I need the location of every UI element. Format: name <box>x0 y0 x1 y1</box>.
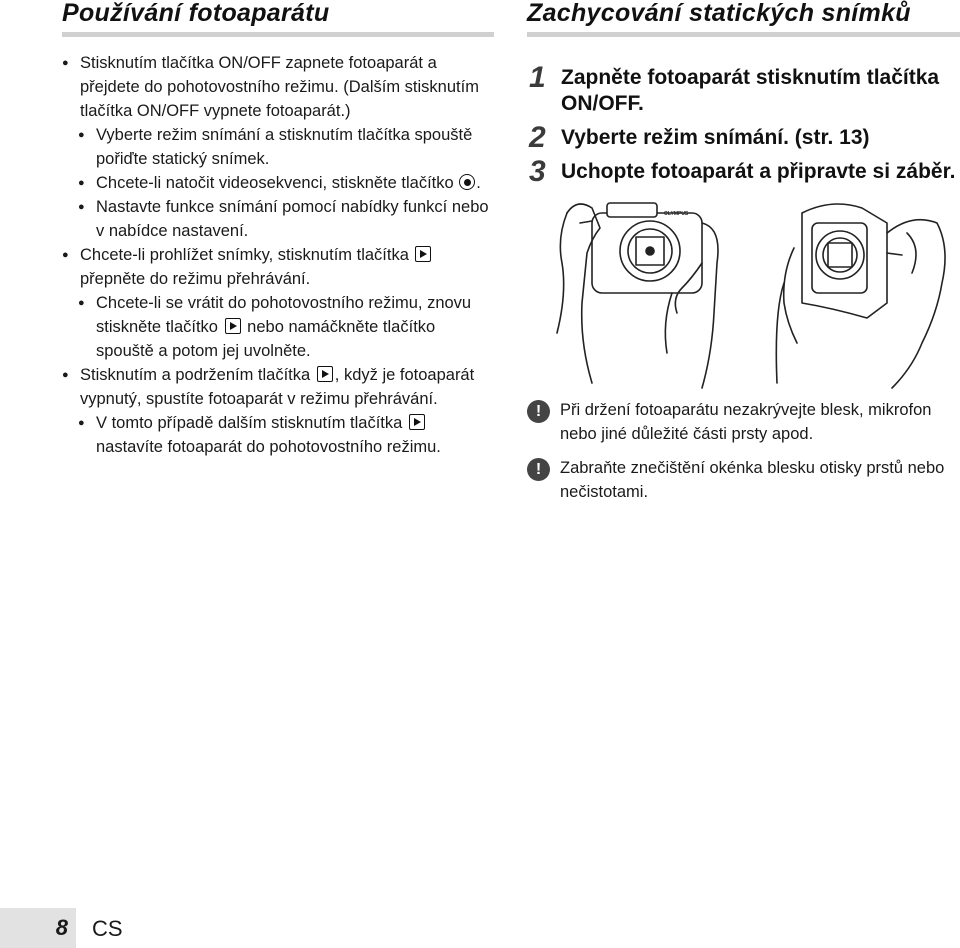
step-text: Vyberte režim snímání. (str. 13) <box>561 126 870 149</box>
bullet-dot-icon: ● <box>62 57 69 69</box>
bullet-item <box>78 291 496 363</box>
bullet-text-post: , když je fotoaparát vypnutý, spustíte fotoaparát v režimu přehrávání. <box>80 366 475 408</box>
playback-icon <box>415 246 431 262</box>
playback-icon <box>317 366 333 382</box>
bullet-item <box>62 363 496 411</box>
caution-note <box>527 456 960 504</box>
left-column <box>62 0 496 459</box>
camera-angled-illustration <box>772 193 952 393</box>
bullet-list <box>62 51 496 459</box>
bullet-dot-icon: ● <box>78 177 85 189</box>
bullet-text: Vyberte režim snímání a stisknutím tlačítka spouště pořiďte statický snímek. <box>96 126 473 168</box>
movie-record-icon <box>459 174 475 190</box>
bullet-dot-icon: ● <box>78 129 85 141</box>
bullet-item <box>78 195 496 243</box>
camera-brand: OLYMPUS <box>664 211 689 217</box>
bullet-text-post: . <box>476 174 481 192</box>
right-column <box>527 0 960 514</box>
step-number: 1 <box>529 61 546 94</box>
bullet-dot-icon: ● <box>62 369 69 381</box>
bullet-text: Nastavte funkce snímání pomocí nabídky funkcí nebo v nabídce nastavení. <box>96 198 489 240</box>
bullet-text-post: nebo namáčkněte tlačítko spouště a potom jej uvolněte. <box>96 318 436 360</box>
step-number: 2 <box>529 121 546 154</box>
bullet-text-pre: Chcete-li prohlížet snímky, stisknutím tlačítka <box>80 246 409 264</box>
caution-text: Zabraňte znečištění okénka blesku otisky prstů nebo nečistotami. <box>560 459 945 501</box>
bullet-item <box>78 171 496 195</box>
step-text: Zapněte fotoaparát stisknutím tlačítka ON/OFF. <box>561 66 940 115</box>
bullet-item <box>78 123 496 171</box>
step-item <box>527 61 960 117</box>
bullet-dot-icon: ● <box>78 201 85 213</box>
bullet-text-pre: Stisknutím a podržením tlačítka <box>80 366 311 384</box>
step-list <box>527 61 960 188</box>
page-number-box <box>0 908 76 948</box>
bullet-dot-icon: ● <box>78 297 85 309</box>
caution-notes <box>527 398 960 504</box>
bullet-text-pre: V tomto případě dalším stisknutím tlačítka <box>96 414 403 432</box>
bullet-text-pre: Chcete-li natočit videosekvenci, stiskněte tlačítko <box>96 174 454 192</box>
bullet-text-post: přepněte do režimu přehrávání. <box>80 270 311 288</box>
step-item <box>527 155 960 188</box>
camera-front-illustration <box>552 193 732 393</box>
caution-text: Při držení fotoaparátu nezakrývejte blesk, mikrofon nebo jiné důležité části prsty apod. <box>560 401 932 443</box>
caution-icon: ! <box>527 458 550 481</box>
step-number: 3 <box>529 155 546 188</box>
bullet-dot-icon: ● <box>78 417 85 429</box>
caution-icon: ! <box>527 400 550 423</box>
bullet-item <box>78 411 496 459</box>
playback-icon <box>225 318 241 334</box>
bullet-item <box>62 51 496 123</box>
bullet-text: Stisknutím tlačítka ON/OFF zapnete fotoaparát a přejdete do pohotovostního režimu. (Dalším stisknutím tlačítka ON/OFF vypnete fotoaparát.) <box>80 54 479 120</box>
page-number: 8 <box>55 915 68 940</box>
section-header-left <box>62 2 494 37</box>
bullet-item <box>62 243 496 291</box>
playback-icon <box>409 414 425 430</box>
section-title: Používání fotoaparátu <box>62 0 330 27</box>
page-footer <box>0 908 960 948</box>
step-item <box>527 121 960 154</box>
bullet-text-pre: Chcete-li se vrátit do pohotovostního režimu, znovu stiskněte tlačítko <box>96 294 472 336</box>
bullet-text-post: nastavíte fotoaparát do pohotovostního režimu. <box>96 438 441 456</box>
language-code: CS <box>92 916 123 941</box>
caution-note <box>527 398 960 446</box>
section-header-right <box>527 2 960 37</box>
camera-hold-illustration <box>527 193 960 398</box>
step-text: Uchopte fotoaparát a připravte si záběr. <box>561 160 956 183</box>
section-title: Zachycování statických snímků <box>527 0 911 27</box>
bullet-dot-icon: ● <box>62 249 69 261</box>
